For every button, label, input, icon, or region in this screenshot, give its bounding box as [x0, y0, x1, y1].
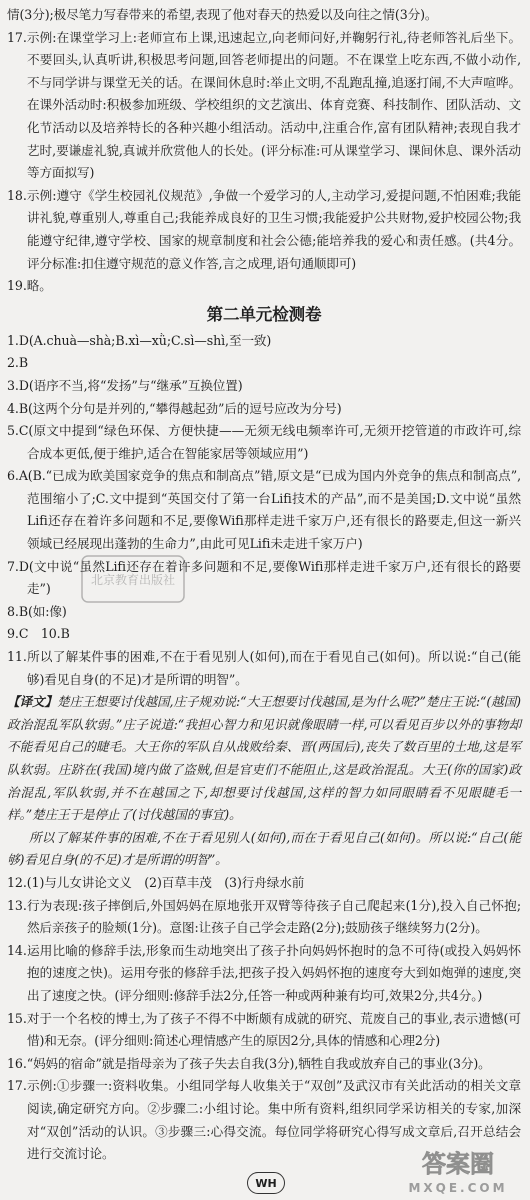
svg-text:答案圈: 答案圈: [422, 1150, 494, 1178]
answer-4: 4.B(这两个分句是并列的,“攀得越起劲”后的逗号应改为分号): [7, 400, 342, 416]
answer-16: 16.“妈妈的宿命”就是指母亲为了孩子失去自我(3分),牺牲自我或放弃自己的事业(3分)。: [7, 1055, 491, 1071]
answer-16-tail: 情(3分);极尽笔力写春带来的希望,表现了他对春天的热爱以及向往之情(3分)。: [7, 7, 438, 22]
answer-7: 7.D(文中说“虽然Lifi还存在着许多问题和不足,要像Wifi那样走进千家万户,还有很长的路要走”): [7, 558, 521, 597]
answer-11: 11.所以了解某件事的困难,不在于看见别人(如何),而在于看见自己(如何)。所以说:“自己(能够)看见自身(的不足)才是所谓的明智”。: [7, 649, 521, 687]
translation-tag: 【译文】: [7, 694, 58, 710]
answer-3: 3.D(语序不当,将“发扬”与“继承”互换位置): [7, 377, 243, 393]
answer-14: 14.运用比喻的修辞手法,形象而生动地突出了孩子扑向妈妈怀抱时的急不可待(或投入妈妈怀抱的速度之快)。运用夸张的修辞手法,把孩子投入妈妈怀抱的速度夸大到如炮弹的速度,突出了速度之快。(评分细则:修辞手法2分,任答一种或两种兼有均可,效果2分,共4分。): [7, 942, 521, 1003]
svg-text:MXQE.COM: MXQE.COM: [408, 1181, 508, 1195]
answer-2: 2.B: [7, 355, 28, 371]
answer-1: 1.D(A.chuà—shà;B.xì—xǜ;C.sì—shì,至一致): [7, 332, 272, 348]
answer-8: 8.B(如:像): [7, 603, 67, 619]
library-stamp: [78, 548, 188, 610]
answer-5: 5.C(原文中提到“绿色环保、方便快捷——无须无线电频率许可,无须开挖管道的市政许可,综合成本更低,便于维护,适合在智能家居等领域应用”): [7, 423, 521, 461]
page-mark: WH: [247, 1172, 285, 1194]
answer-17-unit1: 17.示例:在课堂学习上:老师宣布上课,迅速起立,向老师问好,并鞠躬行礼,待老师答礼后坐下。不要回头,认真听讲,积极思考问题,回答老师提出的问题。不在课堂上吃东西,不做小动作,不与同学讲与课堂无关的话。在课间休息时:举止文明,不乱跑乱撞,追逐打闹,不大声喧哗。在课外活动时:积极参加班级、学校组织的文艺演出、体育竞赛、科技制作、团队活动、文化节活动以及培养特长的各种兴趣小组活动。活动中,注重合作,富有团队精神;表现自我才艺时,要谦虚礼貌,真诚并欣赏他人的长处。(评分标准:可从课堂学习、课间休息、课外活动等方面拟写): [7, 29, 521, 181]
section-title: 第二单元检测卷: [206, 304, 322, 324]
watermark-logo: [388, 1144, 528, 1198]
answer-13: 13.行为表现:孩子摔倒后,外国妈妈在原地张开双臂等待孩子自己爬起来(1分),投入自己怀抱;然后亲孩子的脸颊(1分)。意图:让孩子自己学会走路(2分);鼓励孩子继续努力(2分)。: [7, 897, 521, 936]
svg-text:北京教育出版社: 北京教育出版社: [90, 573, 176, 587]
translation-text: 楚庄王想要讨伐越国,庄子规劝说:“大王想要讨伐越国,是为什么呢?”楚庄王说:“(越国)政治混乱军队软弱。”庄子说道:“我担心智力和见识就像眼睛一样,可以看见百步以外的事物却不能看见自己的睫毛。大王你的军队自从战败给秦、晋(两国后),丧失了数百里的土地,这是军队软弱。庄跻在(我国)境内做了盗贼,但是官吏们不能阻止,这是政治混乱。大王(你的国家)政治混乱,军队软弱,并不在越国之下,却想要讨伐越国,这样的智力如同眼睛看不见眼睫毛一样。”楚庄王于是停止了(讨伐越国的事宜)。: [7, 694, 521, 823]
answer-19-unit1: 19.略。: [7, 278, 52, 294]
answer-18-unit1: 18.示例:遵守《学生校园礼仪规范》,争做一个爱学习的人,主动学习,爱提问题,不怕困难;我能讲礼貌,尊重别人,尊重自己;我能养成良好的卫生习惯;我能爱护公共财物,爱护校园公物;我能遵守纪律,遵守学校、国家的规章制度和社会公德;能培养我的爱心和责任感。(共4分。评分标准:扣住遵守规范的意义作答,言之成理,语句通顺即可): [7, 187, 521, 271]
answer-6: 6.A(B.“已成为欧美国家竞争的焦点和制高点”错,原文是“已成为国内外竞争的焦点和制高点”,范围缩小了;C.文中提到“英国交付了第一台Lifi技术的产品”,而不是美国;D.文中说“虽然Lifi还存在着许多问题和不足,要像Wifi那样走进千家万户,还有很长的路要走,但这一新兴领域已经展现出蓬勃的生命力”,由此可见Lifi未走进千家万户): [7, 468, 521, 552]
translation-repeat: 所以了解某件事的困难,不在于看见别人(如何),而在于看见自己(如何)。所以说:“自己(能够)看见自身(的不足)才是所谓的明智”。: [7, 829, 521, 868]
answer-15: 15.对于一个名校的博士,为了孩子不得不中断颇有成就的研究、荒废自己的事业,表示遗憾(可惜)和无奈。(评分细则:简述心理情感产生的原因2分,具体的情感和心理2分): [7, 1010, 521, 1049]
answer-9-10: 9.C 10.B: [7, 626, 70, 642]
answer-12: 12.(1)与儿女讲论文义 (2)百草丰茂 (3)行舟绿水前: [7, 874, 305, 890]
translation-paragraph: [7, 691, 521, 827]
answer-17: 17.示例:①步骤一:资料收集。小组同学每人收集关于“双创”及武汉市有关此活动的相关文章阅读,确定研究方向。②步骤二:小组讨论。集中所有资料,组织同学采访相关的专家,加深对“双创”活动的认识。③步骤三:心得交流。每位同学将研究心得写成文章后,召开总结会进行交流讨论。: [7, 1078, 521, 1162]
